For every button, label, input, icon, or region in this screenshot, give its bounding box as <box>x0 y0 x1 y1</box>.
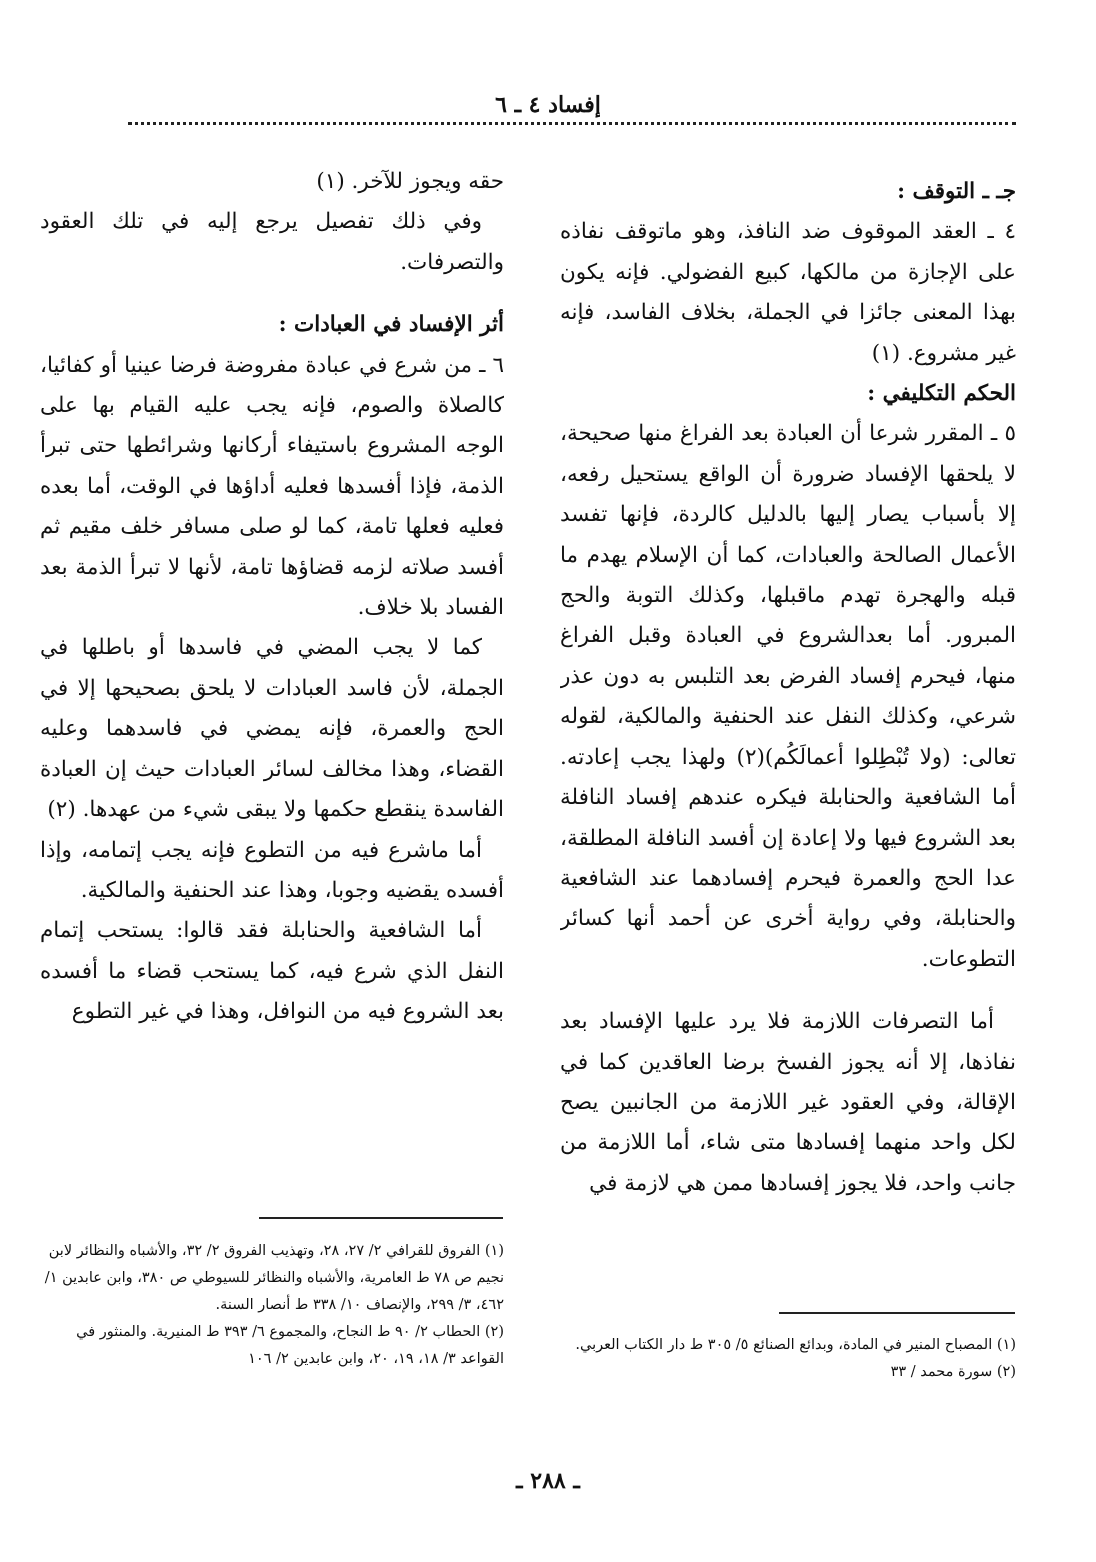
footnote: (١) الفروق للقرافي ٢/ ٢٧، ٢٨، وتهذيب الفروق ٢/ ٣٢، والأشباه والنظائر لابن نجيم ص ٧٨ ط العامرية، والأشباه والنظائر للسيوطي ص ٣٨٠، وابن عابدين ١/ ٤٦٢، ٣/ ٢٩٩، والإنصاف ١٠/ ٣٣٨ ط أنصار السنة. <box>44 1243 504 1313</box>
paragraph-gap <box>40 283 504 305</box>
footnote-divider-left <box>259 1217 503 1219</box>
footnotes-right <box>560 1332 1016 1432</box>
header-dotted-rule <box>128 122 1016 125</box>
paragraph-gap <box>560 980 1016 1002</box>
paragraph: أما التصرفات اللازمة فلا يرد عليها الإفساد بعد نفاذها، إلا أنه يجوز الفسخ برضا العاقدين كما في الإقالة، وفي العقود غير اللازمة من الجانبين يصح لكل واحد منهما إفسادها متى شاء، أما اللازمة من جانب واحد، فلا يجوز إفسادها ممن هي لازمة في <box>560 1009 1016 1196</box>
running-header: إفساد ٤ ـ ٦ <box>495 92 601 118</box>
paragraph: حقه ويجوز للآخر. (١) <box>316 169 504 194</box>
footnote: (٢) سورة محمد / ٣٣ <box>890 1364 1016 1380</box>
paragraph: وفي ذلك تفصيل يرجع إليه في تلك العقود والتصرفات. <box>40 209 504 275</box>
page-number: ـ ٢٨٨ ـ <box>516 1468 580 1494</box>
section-heading: جـ ـ التوقف : <box>897 179 1016 204</box>
paragraph: ٤ ـ العقد الموقوف ضد النافذ، وهو ماتوقف نفاذه على الإجازة من مالكها، كبيع الفضولي. فإنه يكون بهذا المعنى جائزا في الجملة، بخلاف الفاسد، فإنه غير مشروع. (١) <box>560 219 1016 366</box>
footnote: (٢) الحطاب ٢/ ٩٠ ط النجاح، والمجموع ٦/ ٣٩٣ ط المنيرية. والمنثور في القواعد ٣/ ١٨، ١٩، ٢٠، وابن عابدين ٢/ ١٠٦ <box>76 1324 504 1367</box>
paragraph: أما ماشرع فيه من التطوع فإنه يجب إتمامه، وإذا أفسده يقضيه وجوبا، وهذا عند الحنفية والمالكية. <box>40 837 504 903</box>
right-column <box>560 172 1016 1312</box>
footnote-divider-right <box>779 1312 1015 1314</box>
paragraph: كما لا يجب المضي في فاسدها أو باطلها في الجملة، لأن فاسد العبادات لا يلحق بصحيحها إلا في الحج والعمرة، فإنه يمضي في فاسدهما وعليه القضاء، وهذا مخالف لسائر العبادات حيث إن العبادة الفاسدة ينقطع حكمها ولا يبقى شيء من عهدها. (٢) <box>40 635 504 823</box>
paragraph: ٦ ـ من شرع في عبادة مفروضة فرضا عينيا أو كفائيا، كالصلاة والصوم، فإنه يجب عليه القيام بها على الوجه المشروع باستيفاء أركانها وشرائطها حتى تبرأ الذمة، فإذا أفسدها فعليه أداؤها في الوقت، أما بعده فعليه فعلها تامة، كما لو صلى مسافر خلف مقيم ثم أفسد صلاته لزمه قضاؤها تامة، لأنها لا تبرأ الذمة بعد الفساد بلا خلاف. <box>40 352 504 621</box>
paragraph: ٥ ـ المقرر شرعا أن العبادة بعد الفراغ منها صحيحة، لا يلحقها الإفساد ضرورة أن الواقع يستحيل رفعه، إلا بأسباب يصار إليها بالدليل كالردة، فإنها تفسد الأعمال الصالحة والعبادات، كما أن الإسلام يهدم ما قبله والهجرة تهدم ماقبلها، وكذلك التوبة والحج المبرور. أما بعدالشروع في العبادة وقبل الفراغ منها، فيحرم إفساد الفرض بعد التلبس به دون عذر شرعي، وكذلك النفل عند الحنفية والمالكية، لقوله تعالى: (ولا تُبْطِلوا أعمالَكُم)(٢) ولهذا يجب إعادته. أما الشافعية والحنابلة فيكره عندهم إفساد النافلة بعد الشروع فيها ولا إعادة إن أفسد النافلة المطلقة، عدا الحج والعمرة فيحرم إفسادهما عند الشافعية والحنابلة، وفي رواية أخرى عن أحمد أنها كسائر التطوعات. <box>560 421 1016 972</box>
footnotes-left <box>40 1238 504 1438</box>
section-heading: أثر الإفساد في العبادات : <box>278 312 504 338</box>
paragraph: أما الشافعية والحنابلة فقد قالوا: يستحب إتمام النفل الذي شرع فيه، كما يستحب قضاء ما أفسده بعد الشروع فيه من النوافل، وهذا في غير التطوع <box>40 918 504 1025</box>
section-heading: الحكم التكليفي : <box>867 381 1016 407</box>
footnote: (١) المصباح المنير في المادة، وبدائع الصنائع ٥/ ٣٠٥ ط دار الكتاب العربي. <box>575 1337 1016 1353</box>
